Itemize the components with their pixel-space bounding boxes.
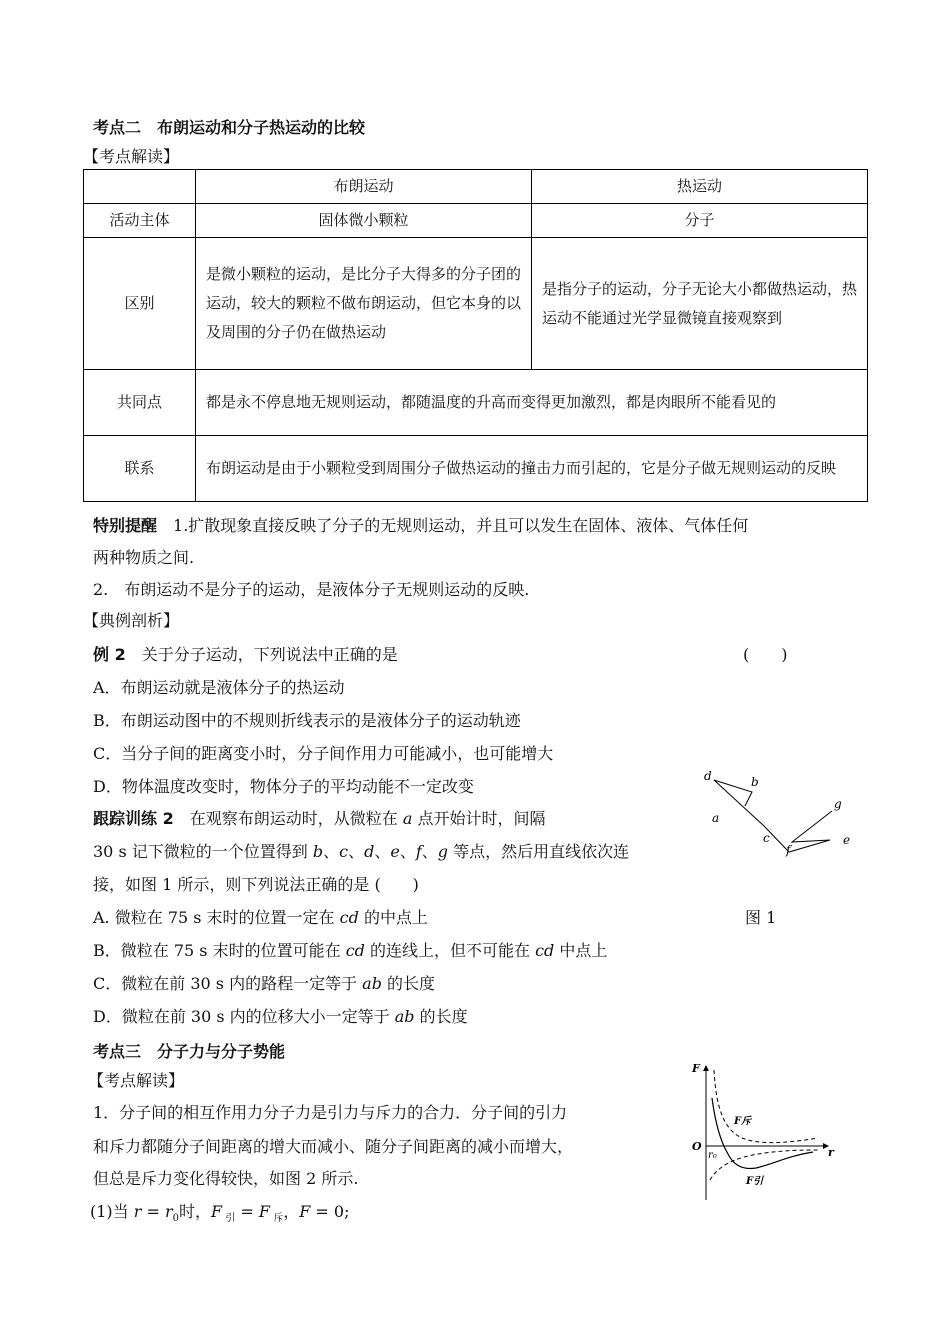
option-var: ab xyxy=(394,1007,415,1026)
training-text: 、 xyxy=(421,842,438,861)
training-line2 xyxy=(93,837,629,867)
para-var: F xyxy=(299,1202,311,1221)
training-option-b xyxy=(93,936,607,966)
training-option-c xyxy=(93,969,435,999)
reminder-line1 xyxy=(93,511,748,541)
section3-para2: 和斥力都随分子间距离的增大而减小、随分子间距离的减小而增大， xyxy=(93,1137,574,1156)
option-text: D．微粒在前 30 s 内的位移大小一定等于 xyxy=(93,1007,395,1026)
para-sub: 引 xyxy=(222,1213,236,1225)
figure1-path-line xyxy=(714,780,832,852)
training-text: 、 xyxy=(374,842,391,861)
row-subject-label: 活动主体 xyxy=(84,204,196,238)
reminder-text1: 1.扩散现象直接反映了分子的无规则运动，并且可以发生在固体、液体、气体任何 xyxy=(157,516,749,535)
training-var: f xyxy=(415,842,422,861)
reminder-line1b: 两种物质之间. xyxy=(93,548,195,567)
figure1-label-g: g xyxy=(834,797,842,811)
training-text: 等点，然后用直线依次连 xyxy=(448,842,630,861)
para-var: r xyxy=(165,1202,173,1221)
option-text: 的长度 xyxy=(414,1007,468,1026)
example-option-d: D．物体温度改变时，物体分子的平均动能不一定改变 xyxy=(93,777,474,796)
section2-title: 考点二 布朗运动和分子热运动的比较 xyxy=(93,118,366,137)
example-question: 关于分子运动，下列说法中正确的是 xyxy=(125,645,398,664)
para-sub: 0 xyxy=(172,1213,180,1225)
example-option-b: B．布朗运动图中的不规则折线表示的是液体分子的运动轨迹 xyxy=(93,711,521,730)
option-text: B．微粒在 75 s 末时的位置可能在 xyxy=(93,941,346,960)
para-text: = xyxy=(141,1202,165,1221)
figure1-label-b: b xyxy=(751,775,759,789)
training-text: 30 s 记下微粒的一个位置得到 xyxy=(93,842,313,861)
figure2-net-force-curve xyxy=(712,1098,813,1168)
training-var: e xyxy=(390,842,400,861)
table-header-brown: 布朗运动 xyxy=(196,170,532,204)
training-text: 、 xyxy=(323,842,340,861)
option-var: ab xyxy=(362,974,382,993)
reminder-label: 特别提醒 xyxy=(93,516,158,535)
training-option-d xyxy=(93,1002,468,1032)
figure1-caption: 图 1 xyxy=(745,908,777,927)
section3-para4 xyxy=(90,1197,350,1234)
table-row-subject xyxy=(84,204,868,238)
table-corner-cell xyxy=(84,170,196,204)
training-var: g xyxy=(437,842,449,861)
para-var: F xyxy=(258,1202,271,1221)
figure2-force-graph xyxy=(688,1058,838,1204)
table-row-common xyxy=(84,370,868,436)
option-text: A. 微粒在 75 s 末时的位置一定在 xyxy=(93,908,340,927)
option-var: cd xyxy=(339,908,359,927)
row-diff-thermal: 是指分子的运动，分子无论大小都做热运动，热运动不能通过光学显微镜直接观察到 xyxy=(532,238,868,370)
table-header-row xyxy=(84,170,868,204)
section3-explain-label: 【考点解读】 xyxy=(88,1071,185,1090)
figure1-label-f: f xyxy=(786,843,791,857)
training-label: 跟踪训练 2 xyxy=(93,809,174,828)
figure1-label-e: e xyxy=(843,833,851,847)
para-text: (1)当 xyxy=(90,1202,134,1221)
training-text: 点开始计时，间隔 xyxy=(412,809,546,828)
option-text: 的中点上 xyxy=(358,908,428,927)
example-option-c: C．当分子间的距离变小时，分子间作用力可能减小，也可能增大 xyxy=(93,744,554,763)
row-subject-thermal: 分子 xyxy=(532,204,868,238)
training-text: 、 xyxy=(399,842,416,861)
example-option-a: A．布朗运动就是液体分子的热运动 xyxy=(93,678,345,697)
figure1-brownian-path xyxy=(700,768,860,858)
para-var: r xyxy=(133,1202,142,1221)
example-section-label: 【典例剖析】 xyxy=(83,611,180,630)
row-common-text: 都是永不停息地无规则运动，都随温度的升高而变得更加激烈，都是肉眼所不能看见的 xyxy=(196,370,868,436)
para-text: ， xyxy=(283,1202,300,1221)
table-row-relation xyxy=(84,436,868,502)
figure2-label-r0: r₀ xyxy=(708,1150,717,1161)
section3-title: 考点三 分子力与分子势能 xyxy=(93,1042,286,1061)
para-text: 时， xyxy=(179,1202,212,1221)
figure2-label-frep: F斥 xyxy=(734,1116,752,1127)
training-var: b xyxy=(312,842,324,861)
option-text: C．微粒在前 30 s 内的路程一定等于 xyxy=(93,974,363,993)
training-var: a xyxy=(402,809,413,828)
table-header-thermal: 热运动 xyxy=(532,170,868,204)
row-relation-label: 联系 xyxy=(84,436,196,502)
figure2-label-r: r xyxy=(828,1146,834,1159)
option-text: 中点上 xyxy=(554,941,608,960)
figure2-repulsion-curve xyxy=(714,1070,818,1143)
training-var: d xyxy=(364,842,375,861)
example-answer-bracket: ( ) xyxy=(743,645,788,664)
training-text: 、 xyxy=(348,842,365,861)
para-sub: 斥 xyxy=(270,1213,284,1225)
figure1-label-a: a xyxy=(712,811,720,825)
comparison-table xyxy=(83,169,868,502)
para-text: = xyxy=(235,1202,259,1221)
example-stem xyxy=(93,640,398,670)
figure2-label-f: F xyxy=(692,1062,700,1075)
row-subject-brown: 固体微小颗粒 xyxy=(196,204,532,238)
para-text: = 0; xyxy=(310,1202,350,1221)
reminder-line2: 2. 布朗运动不是分子的运动，是液体分子无规则运动的反映. xyxy=(93,580,530,599)
training-option-a xyxy=(93,903,428,933)
training-line3: 接，如图 1 所示，则下列说法正确的是 ( ) xyxy=(93,875,419,894)
row-diff-brown: 是微小颗粒的运动，是比分子大得多的分子团的运动，较大的颗粒不做布朗运动，但它本身的以及周围的分子仍在做热运动 xyxy=(196,238,532,370)
row-common-label: 共同点 xyxy=(84,370,196,436)
example-number: 例 2 xyxy=(93,645,126,664)
table-row-diff xyxy=(84,238,868,370)
option-text: 的连线上，但不可能在 xyxy=(364,941,536,960)
training-line1 xyxy=(93,804,545,834)
section3-para3: 但总是斥力变化得较快，如图 2 所示. xyxy=(93,1169,359,1188)
figure2-label-fatt: F引 xyxy=(746,1176,764,1187)
figure2-label-o: O xyxy=(692,1140,702,1153)
training-var: c xyxy=(339,842,349,861)
para-var: F xyxy=(211,1202,223,1221)
option-var: cd xyxy=(535,941,555,960)
training-text: 在观察布朗运动时，从微粒在 xyxy=(173,809,403,828)
row-diff-label: 区别 xyxy=(84,238,196,370)
figure1-label-c: c xyxy=(763,831,770,845)
option-text: 的长度 xyxy=(381,974,436,993)
row-relation-text: 布朗运动是由于小颗粒受到周围分子做热运动的撞击力而引起的，它是分子做无规则运动的反映 xyxy=(196,436,868,502)
section3-para1: 1．分子间的相互作用力分子力是引力与斥力的合力．分子间的引力 xyxy=(93,1103,568,1122)
section2-explain-label: 【考点解读】 xyxy=(83,147,180,166)
option-var: cd xyxy=(345,941,365,960)
figure1-label-d: d xyxy=(704,769,712,783)
